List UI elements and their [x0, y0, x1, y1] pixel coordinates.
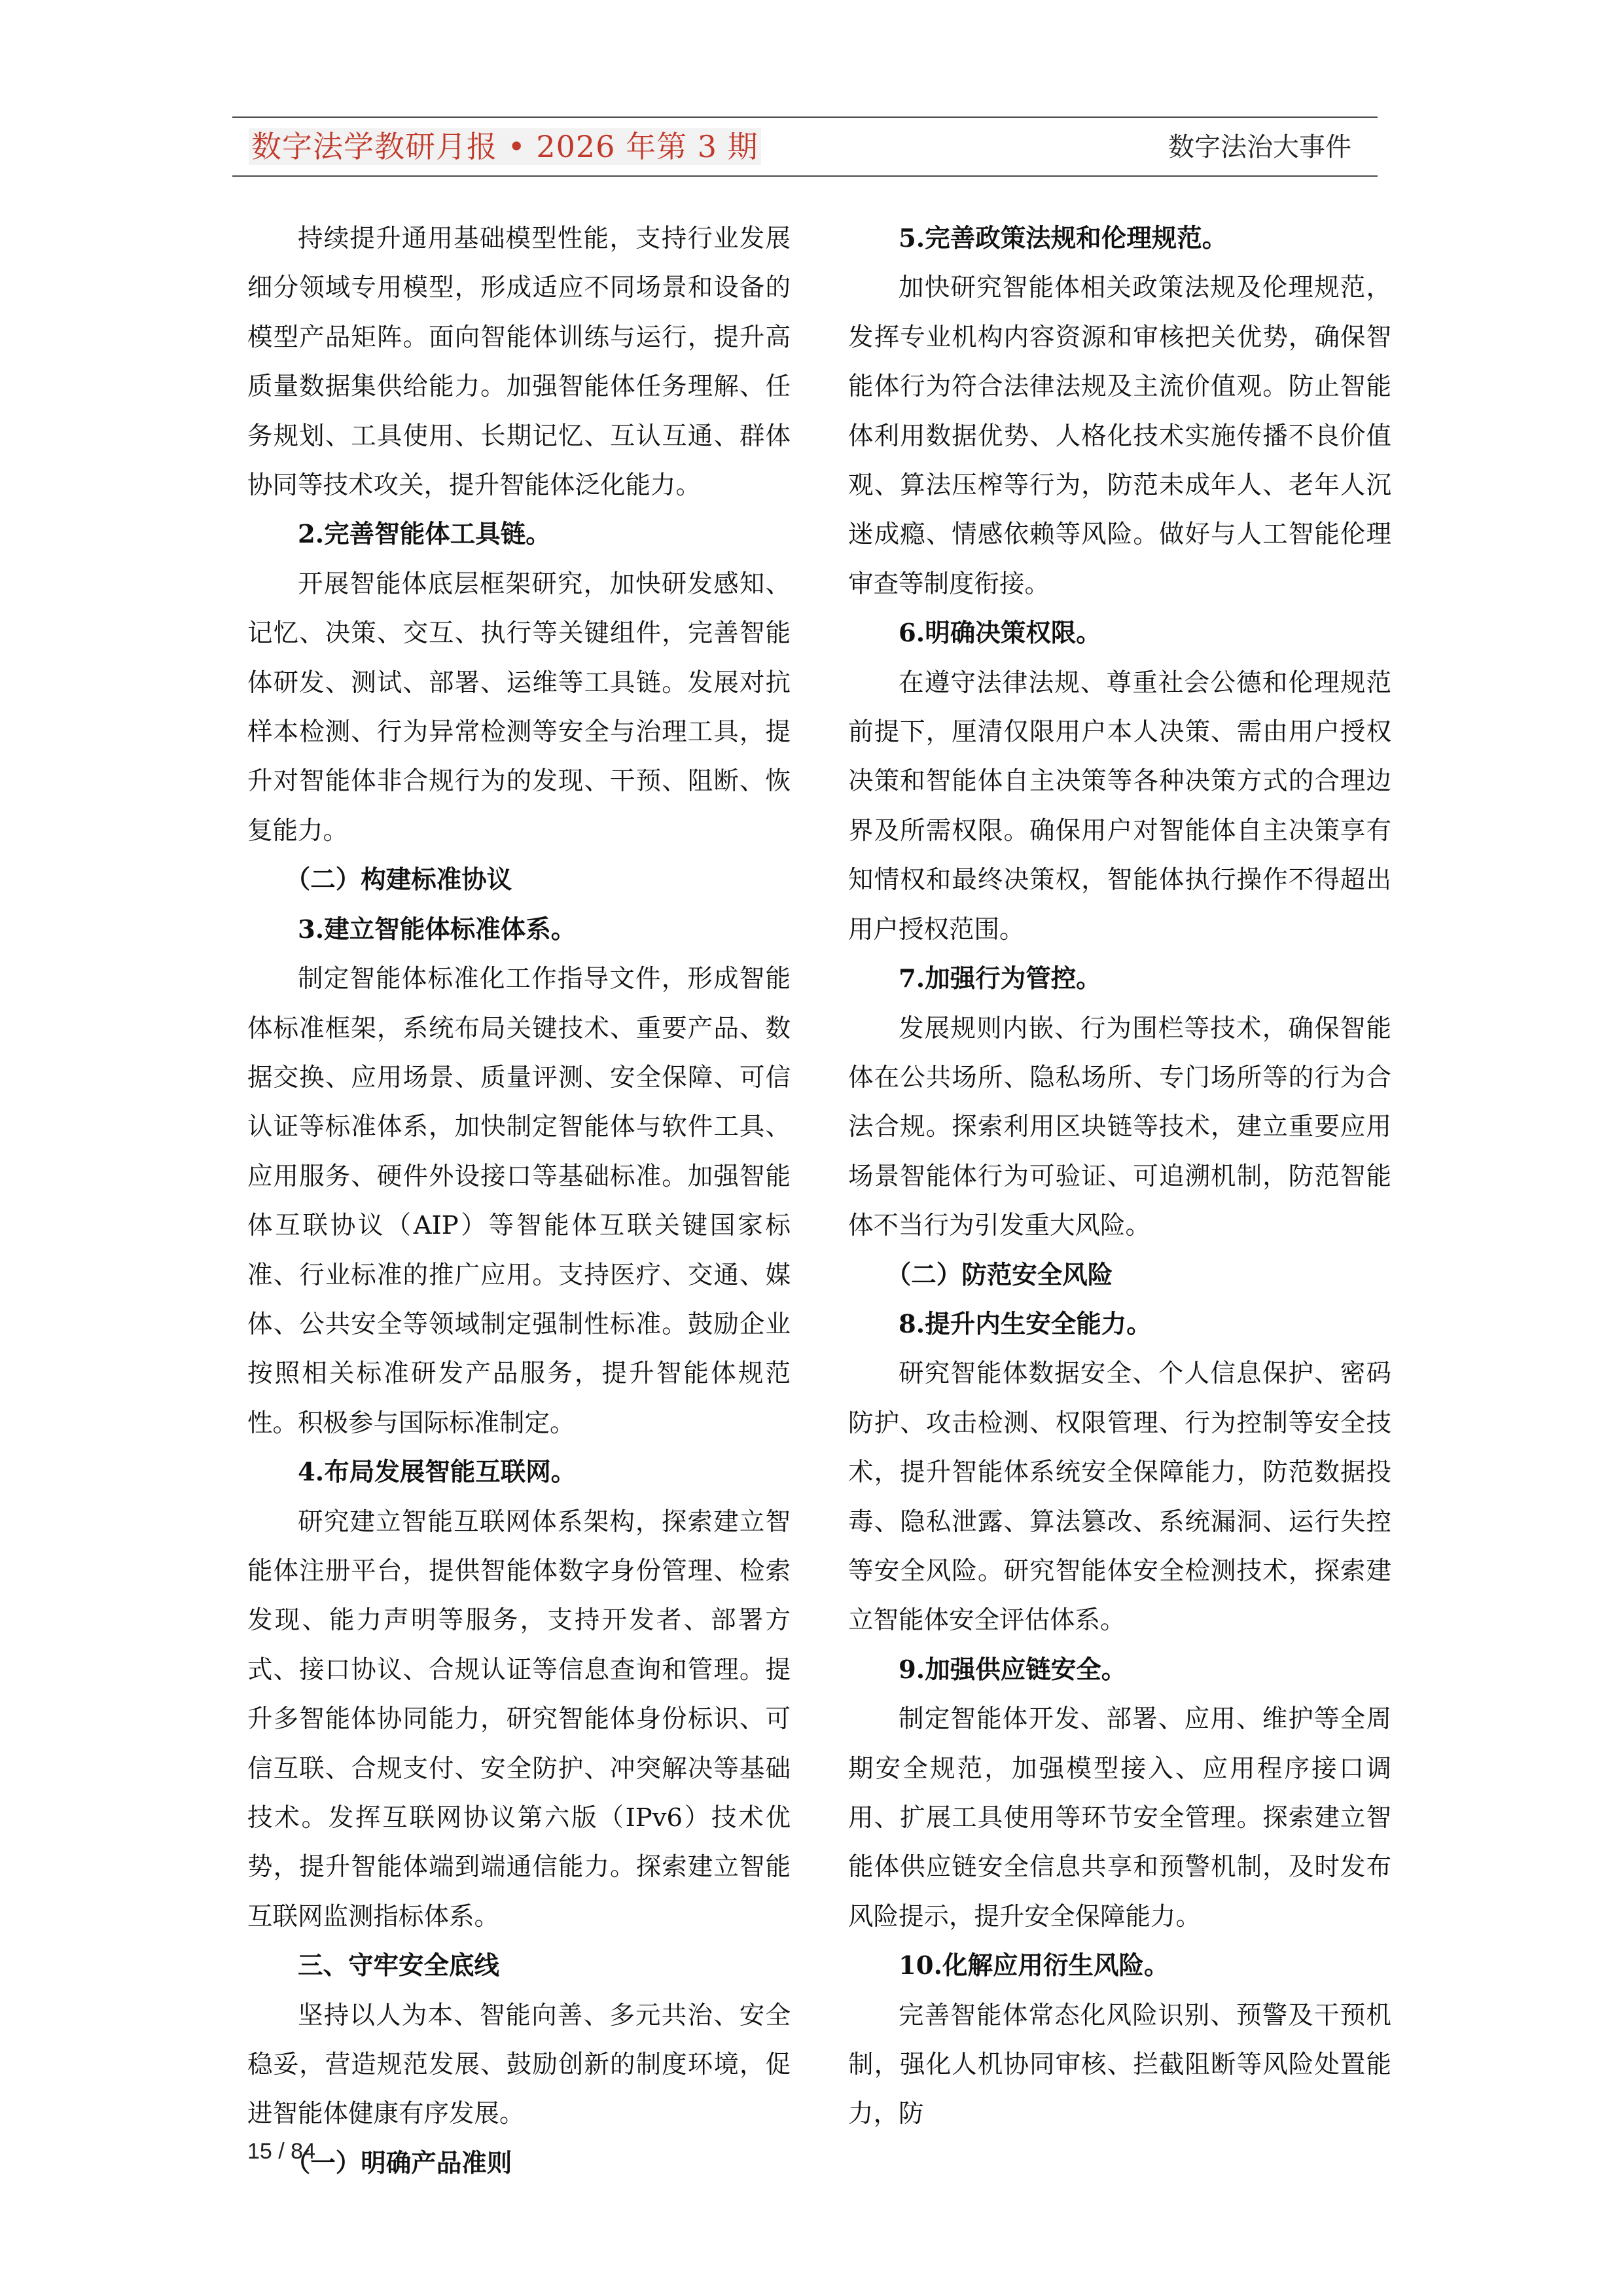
clause-heading: 10.化解应用衍生风险。	[899, 1951, 1169, 1981]
paragraph: 制定智能体标准化工作指导文件，形成智能体标准框架，系统布局关键技术、重要产品、数据交换、应用场景、质量评测、安全保障、可信认证等标准体系，加快制定智能体与软件工具、应用服务、硬件外设接口等基础标准。加强智能体互联协议（AIP）等智能体互联关键国家标准、行业标准的推广应用。支持医疗、交通、媒体、公共安全等领域制定强制性标准。鼓励企业按照相关标准研发产品服务，提升智能体规范性。积极参与国际标准制定。	[247, 964, 791, 1438]
paragraph: 完善智能体常态化风险识别、预警及干预机制，强化人机协同审核、拦截阻断等风险处置能力，防	[848, 2000, 1391, 2129]
clause-heading: 4.布局发展智能互联网。	[298, 1458, 577, 1488]
left-column	[247, 214, 791, 2188]
paragraph: 持续提升通用基础模型性能，支持行业发展细分领域专用模型，形成适应不同场景和设备的模型产品矩阵。面向智能体训练与运行，提升高质量数据集供给能力。加强智能体任务理解、任务规划、工具使用、长期记忆、互认互通、群体协同等技术攻关，提升智能体泛化能力。	[247, 224, 791, 501]
paragraph: 发展规则内嵌、行为围栏等技术，确保智能体在公共场所、隐私场所、专门场所等的行为合法合规。探索利用区块链等技术，建立重要应用场景智能体行为可验证、可追溯机制，防范智能体不当行为引发重大风险。	[848, 1013, 1391, 1241]
paragraph: 加快研究智能体相关政策法规及伦理规范，发挥专业机构内容资源和审核把关优势，确保智能体行为符合法律法规及主流价值观。防止智能体利用数据优势、人格化技术实施传播不良价值观、算法压榨等行为，防范未成年人、老年人沉迷成瘾、情感依赖等风险。做好与人工智能伦理审查等制度衔接。	[848, 273, 1391, 599]
paragraph: 制定智能体开发、部署、应用、维护等全周期安全规范，加强模型接入、应用程序接口调用、扩展工具使用等环节安全管理。探索建立智能体供应链安全信息共享和预警机制，及时发布风险提示，提升安全保障能力。	[848, 1704, 1391, 1931]
section-heading: （一）明确产品准则	[285, 2148, 512, 2178]
clause-heading: 5.完善政策法规和伦理规范。	[899, 224, 1228, 253]
clause-heading: 三、守牢安全底线	[298, 1951, 500, 1981]
paragraph: 开展智能体底层框架研究，加快研发感知、记忆、决策、交互、执行等关键组件，完善智能体研发、测试、部署、运维等工具链。发展对抗样本检测、行为异常检测等安全与治理工具，提升对智能体非合规行为的发现、干预、阻断、恢复能力。	[247, 569, 791, 846]
page-header	[232, 117, 1378, 177]
right-column	[848, 214, 1391, 2139]
section-heading: （二）防范安全风险	[885, 1260, 1113, 1290]
paragraph: 坚持以人为本、智能向善、多元共治、安全稳妥，营造规范发展、鼓励创新的制度环境，促进智能体健康有序发展。	[247, 2000, 791, 2129]
clause-heading: 9.加强供应链安全。	[899, 1655, 1127, 1685]
section-heading: （二）构建标准协议	[285, 865, 512, 895]
paragraph: 研究智能体数据安全、个人信息保护、密码防护、攻击检测、权限管理、行为控制等安全技术，提升智能体系统安全保障能力，防范数据投毒、隐私泄露、算法篡改、系统漏洞、运行失控等安全风险。研究智能体安全检测技术，探索建立智能体安全评估体系。	[848, 1359, 1391, 1636]
paragraph: 研究建立智能互联网体系架构，探索建立智能体注册平台，提供智能体数字身份管理、检索发现、能力声明等服务，支持开发者、部署方式、接口协议、合规认证等信息查询和管理。提升多智能体协同能力，研究智能体身份标识、可信互联、合规支付、安全防护、冲突解决等基础技术。发挥互联网协议第六版（IPv6）技术优势，提升智能体端到端通信能力。探索建立智能互联网监测指标体系。	[247, 1507, 791, 1931]
paragraph: 在遵守法律法规、尊重社会公德和伦理规范前提下，厘清仅限用户本人决策、需由用户授权决策和智能体自主决策等各种决策方式的合理边界及所需权限。确保用户对智能体自主决策享有知情权和最终决策权，智能体执行操作不得超出用户授权范围。	[848, 668, 1391, 944]
clause-heading: 3.建立智能体标准体系。	[298, 914, 577, 944]
clause-heading: 6.明确决策权限。	[899, 619, 1101, 649]
publication-title: 数字法学教研月报 • 2026 年第 3 期	[249, 128, 761, 165]
clause-heading: 8.提升内生安全能力。	[899, 1309, 1152, 1339]
page-number: 15 / 84	[247, 2139, 315, 2164]
clause-heading: 7.加强行为管控。	[899, 964, 1101, 994]
clause-heading: 2.完善智能体工具链。	[298, 520, 551, 550]
section-title: 数字法治大事件	[1168, 132, 1351, 162]
